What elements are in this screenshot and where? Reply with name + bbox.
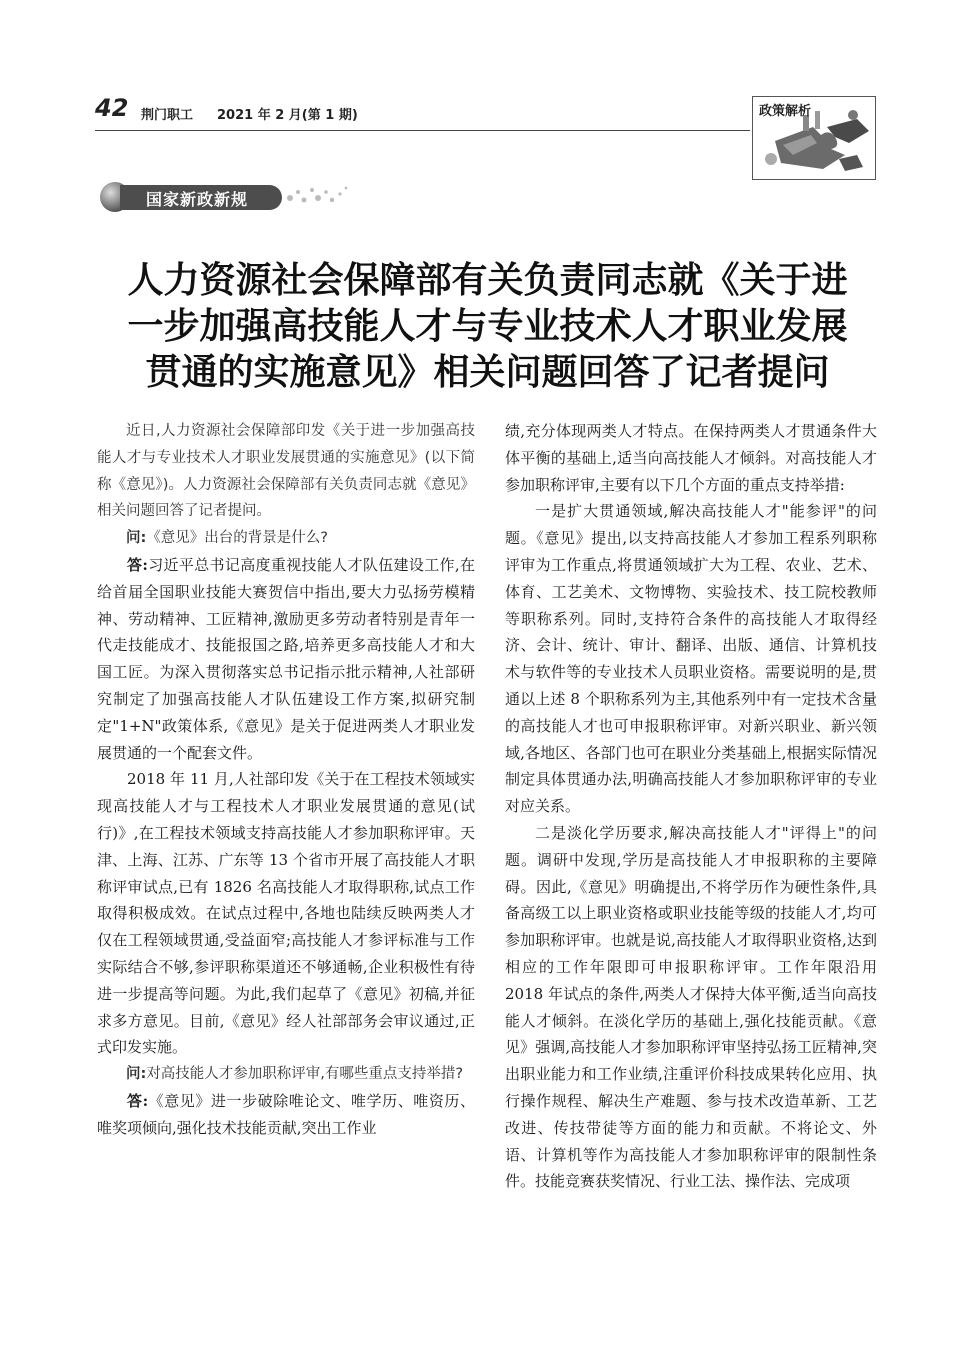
left-column [97,418,475,1142]
sparkle-decoration-icon [282,180,362,210]
right-column [505,418,877,1195]
column-badge [100,176,360,216]
issue-date: 2021 年 2 月(第 1 期) [217,108,358,123]
body-paragraph: 一是扩大贯通领域,解决高技能人才"能参评"的问题。《意见》提出,以支持高技能人才参加工程系列职称评审为工作重点,将贯通领域扩大为工程、农业、艺术、体育、工艺美术、文物博物、实验技术、技工院校教师等职称系列。同时,支持符合条件的高技能人才取得经济、会计、统计、审计、翻译、出版、通信、计算机技术与软件等的专业技术人员职业资格。需要说明的是,贯通以上述 8 个职称系列为主,其他系列中有一定技术含量的高技能人才也可申报职称评审。对新兴职业、新兴领域,各地区、各部门也可在职业分类基础上,根据实际情况制定具体贯通办法,明确高技能人才参加职称评审的专业对应关系。 [505,502,877,816]
answer-text: 习近平总书记高度重视技能人才队伍建设工作,在给首届全国职业技能大赛贺信中指出,要大力弘扬劳模精神、劳动精神、工匠精神,激励更多劳动者特别是青年一代走技能成才、技能报国之路,培养更多高技能人才和大国工匠。为深入贯彻落实总书记指示批示精神,人社部研究制定了加强高技能人才队伍建设工作方案,拟研究制定"1+N"政策体系,《意见》是关于促进两类人才职业发展贯通的一个配套文件。 [97,555,475,762]
question-text: 《意见》出台的背景是什么? [146,530,329,547]
header-rule [95,130,750,131]
lead-paragraph: 近日,人力资源社会保障部印发《关于进一步加强高技能人才与专业技术人才职业发展贯通的实施意见》(以下简称《意见》)。人力资源社会保障部有关负责同志就《意见》相关问题回答了记者提问。 [97,423,475,520]
answer-1 [97,552,475,766]
answer-label: 答: [127,1091,149,1110]
body-paragraph: 二是淡化学历要求,解决高技能人才"评得上"的问题。调研中发现,学历是高技能人才申报职称的主要障碍。因此,《意见》明确提出,不将学历作为硬性条件,具备高级工以上职业资格或职业技能等级的技能人才,均可参加职称评审。也就是说,高技能人才取得职业资格,达到相应的工作年限即可申报职称评审。工作年限沿用 2018 年试点的条件,两类人才保持大体平衡,适当向高技能人才倾斜。在淡化学历的基础上,强化技能贡献。《意见》强调,高技能人才参加职称评审坚持弘扬工匠精神,突出职业能力和工作业绩,注重评价科技成果转化应用、执行操作规程、解决生产难题、参与技术改造革新、工艺改进、传技带徒等方面的能力和贡献。不将论文、外语、计算机等作为高技能人才参加职称评审的限制性条件。技能竞赛获奖情况、行业工法、操作法、完成项 [505,823,877,1191]
question-label: 问: [126,1066,147,1083]
question-text: 对高技能人才参加职称评审,有哪些重点支持举措? [146,1066,464,1083]
section-banner [752,96,876,180]
answer-label: 答: [127,555,148,574]
title-line: 一步加强高技能人才与专业技术人才职业发展 [127,306,848,347]
answer-2 [97,1088,475,1142]
page-number: 42 [95,94,129,122]
body-paragraph: 2018 年 11 月,人社部印发《关于在工程技术领域实现高技能人才与工程技术人才职业发展贯通的意见(试行)》,在工程技术领域支持高技能人才参加职称评审。天津、上海、江苏、广东等 13 个省市开展了高技能人才职称评审试点,已有 1826 名高技能人才取得职称,试点工作取得积极成效。在试点过程中,各地也陆续反映两类人才仅在工程领域贯通,受益面窄;高技能人才参评标准与工作实际结合不够,参评职称渠道还不够通畅,企业积极性有待进一步提高等问题。为此,我们起草了《意见》初稿,并征求多方意见。目前,《意见》经人社部部务会审议通过,正式印发实施。 [97,770,475,1057]
title-line: 贯通的实施意见》相关问题回答了记者提问 [145,352,830,393]
body-paragraph: 绩,充分体现两类人才特点。在保持两类人才贯通条件大体平衡的基础上,适当向高技能人才倾斜。对高技能人才参加职称评审,主要有以下几个方面的重点支持举措: [505,422,877,494]
answer-text: 《意见》进一步破除唯论文、唯学历、唯资历、唯奖项倾向,强化技术技能贡献,突出工作业 [97,1091,475,1137]
question-2 [97,1061,475,1088]
question-1 [97,525,475,552]
title-line: 人力资源社会保障部有关负责同志就《关于进 [127,260,848,301]
article-title [100,258,875,396]
column-badge-label: 国家新政新规 [146,190,249,209]
section-label: 政策解析 [759,104,812,119]
publication-name: 荆门职工 [141,108,194,123]
question-label: 问: [126,530,147,547]
